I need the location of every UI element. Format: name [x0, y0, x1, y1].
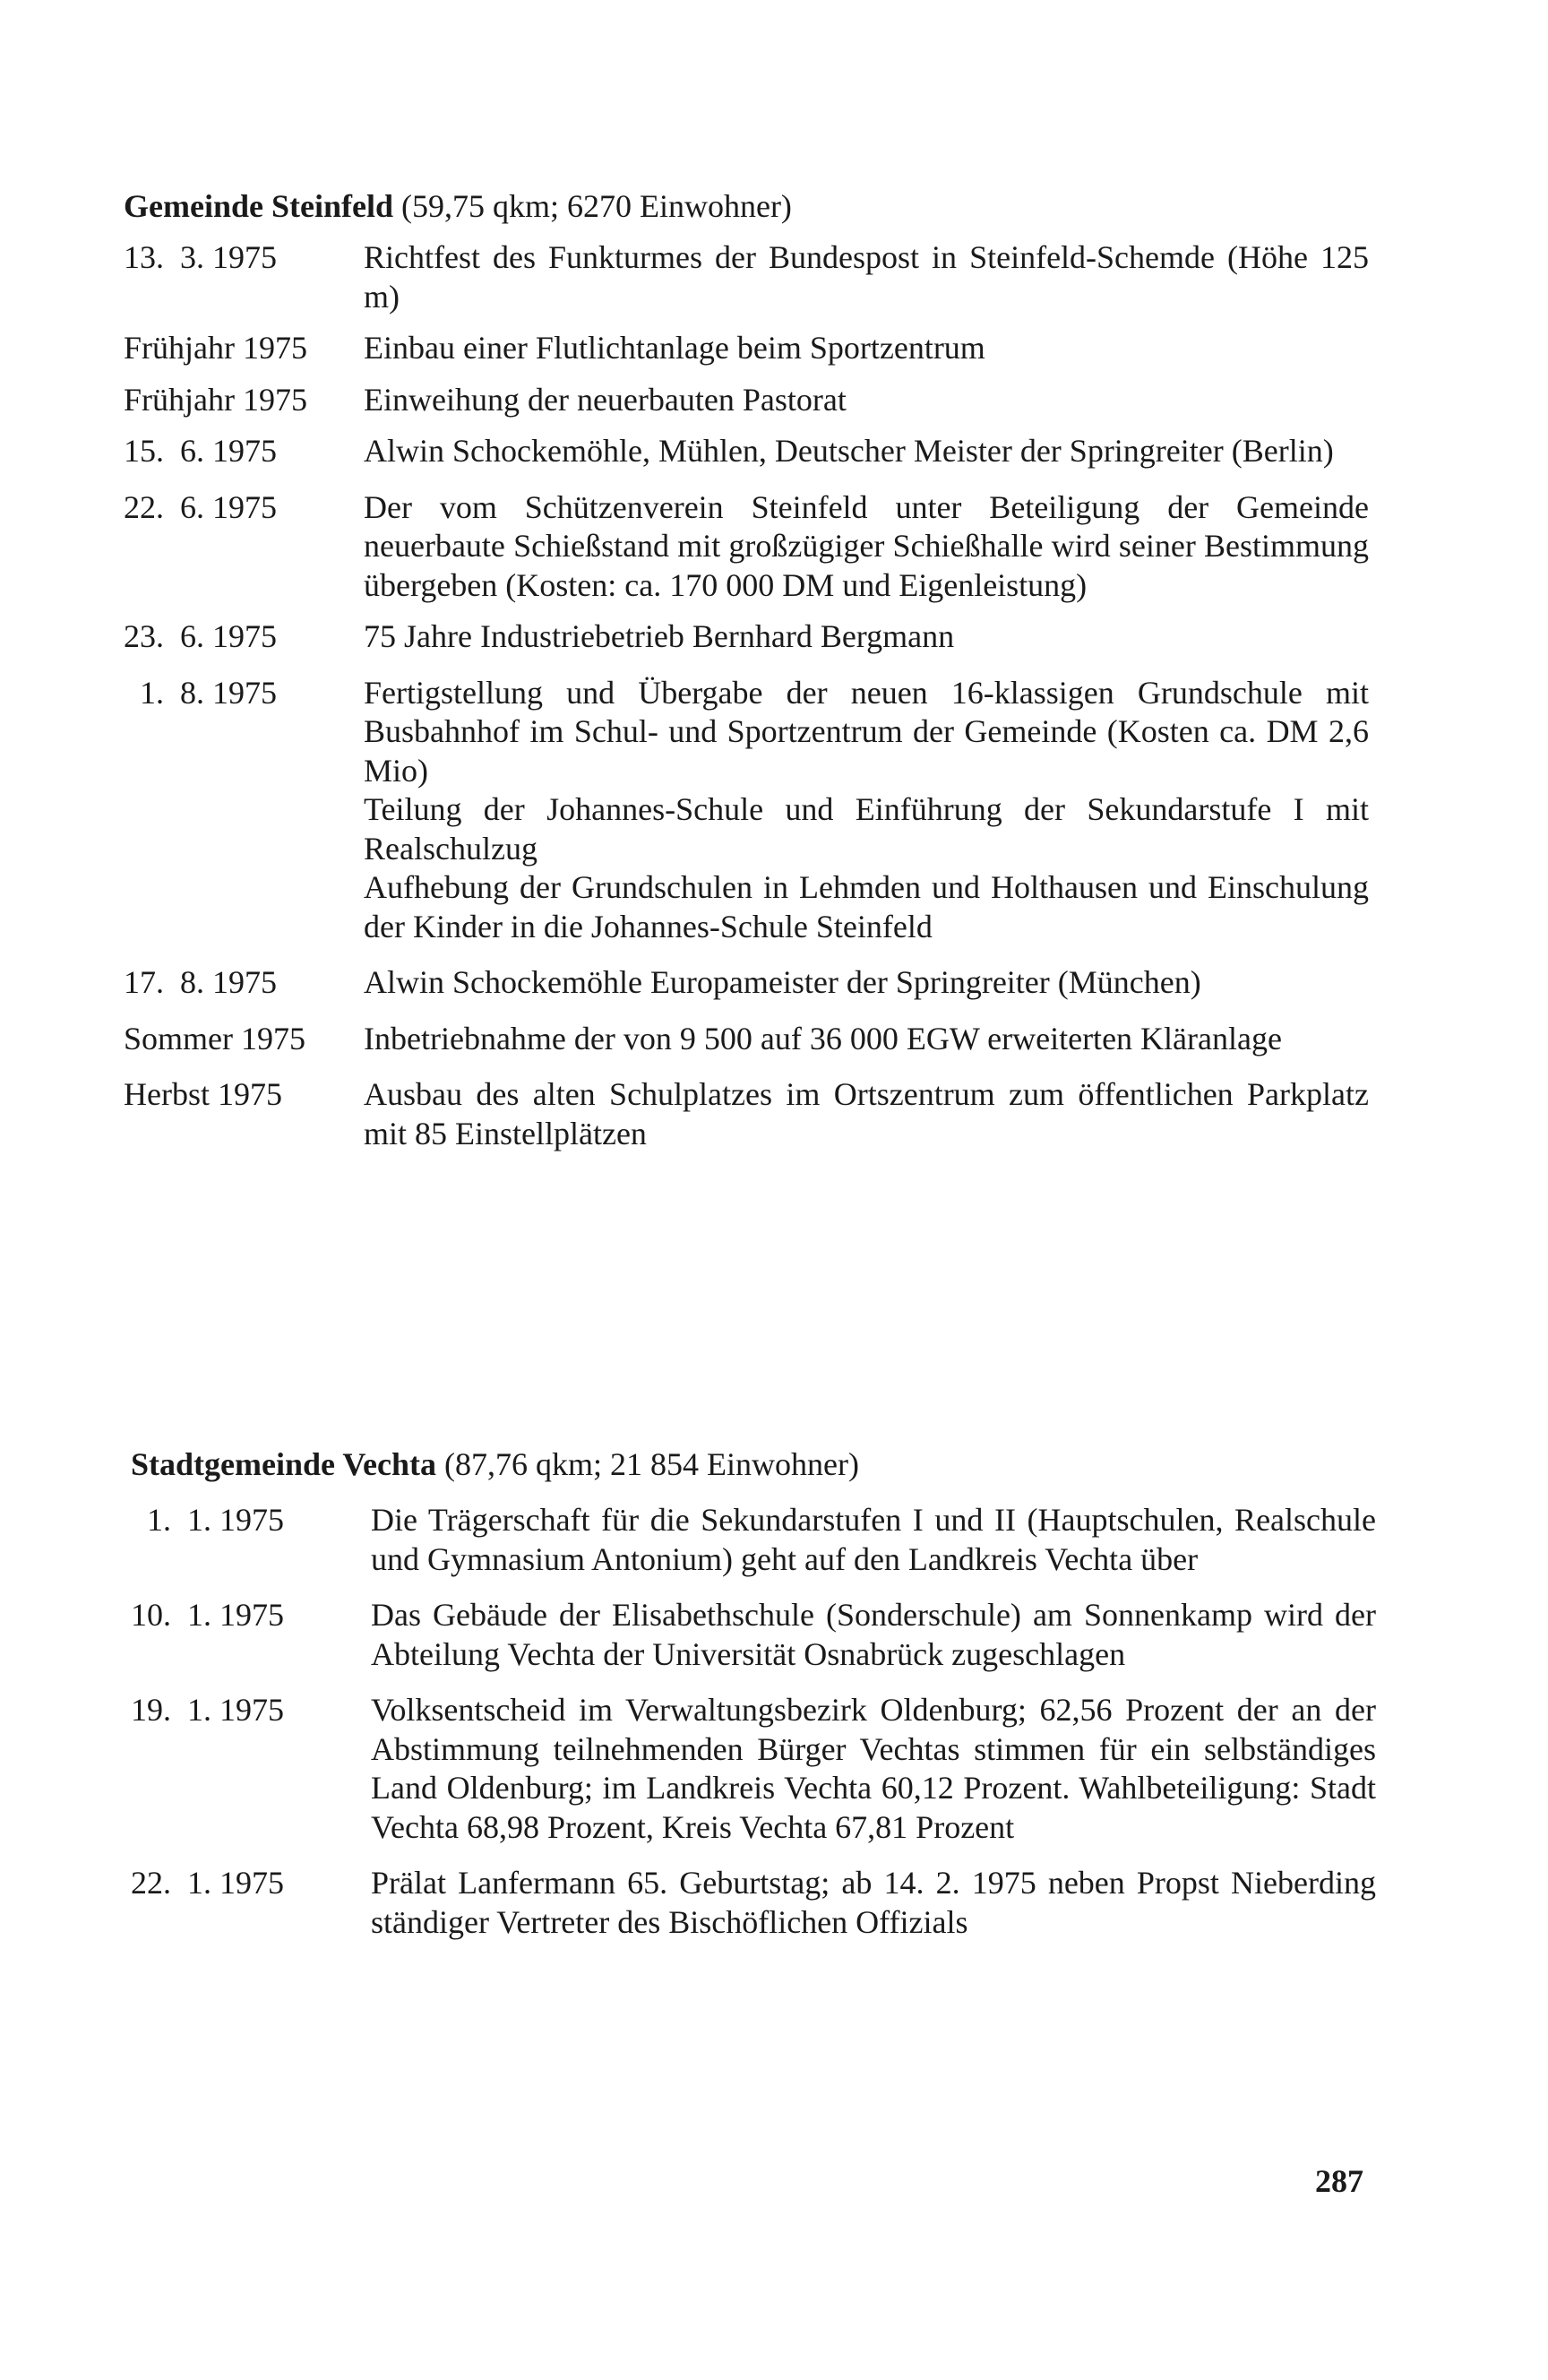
entry-date: 23. 6. 1975: [124, 618, 277, 654]
entry-paragraph: Inbetriebnahme der von 9 500 auf 36 000 EGW erweiterten Kläranlage: [364, 1020, 1282, 1056]
entry-date: 1. 1. 1975: [131, 1502, 284, 1538]
entry-text: [364, 674, 1369, 947]
entry-date: 17. 8. 1975: [124, 964, 277, 1000]
entry-text: [364, 381, 1369, 420]
entry-text: [371, 1501, 1376, 1579]
entry-text: [364, 617, 1369, 657]
entry-date: 22. 1. 1975: [131, 1865, 284, 1901]
entry-text: [371, 1691, 1376, 1847]
list-item: [131, 1501, 1376, 1579]
entry-date: 19. 1. 1975: [131, 1692, 284, 1728]
list-item: [124, 617, 1369, 657]
entry-paragraph: Das Gebäude der Elisabethschule (Sonderschule) am Sonnenkamp wird der Abteilung Vechta der Universität Osnabrück zugeschlagen: [371, 1597, 1376, 1672]
entry-paragraph: Teilung der Johannes-Schule und Einführung der Sekundarstufe I mit Realschulzug: [364, 791, 1369, 867]
entry-paragraph: Volksentscheid im Verwaltungsbezirk Oldenburg; 62,56 Prozent der an der Abstimmung teilnehmenden Bürger Vechtas stimmen für ein selbständiges Land Oldenburg; im Landkreis Vechta 60,12 Prozent. Wahlbeteiligung: Stadt Vechta 68,98 Prozent, Kreis Vechta 67,81 Prozent: [371, 1692, 1376, 1845]
entry-paragraph: Richtfest des Funkturmes der Bundespost in Steinfeld-Schemde (Höhe 125 m): [364, 239, 1369, 315]
list-item: [131, 1691, 1376, 1847]
list-item: [131, 1596, 1376, 1674]
entry-date: 10. 1. 1975: [131, 1597, 284, 1633]
entry-paragraph: Aufhebung der Grundschulen in Lehmden und Holthausen und Einschulung der Kinder in die Johannes-Schule Steinfeld: [364, 869, 1369, 944]
entry-paragraph: Einbau einer Flutlichtanlage beim Sportzentrum: [364, 330, 985, 366]
list-item: [124, 1075, 1369, 1153]
entry-text: [364, 329, 1369, 368]
section-title: Stadtgemeinde Vechta: [131, 1446, 436, 1482]
entry-date: Frühjahr 1975: [124, 381, 307, 418]
list-item: [124, 329, 1369, 368]
entry-list: [131, 1501, 1376, 1942]
entry-text: [364, 432, 1369, 471]
entry-date: Herbst 1975: [124, 1076, 282, 1112]
list-item: [124, 238, 1369, 316]
entry-text: [364, 238, 1369, 316]
section-subtitle: (59,75 qkm; 6270 Einwohner): [400, 188, 792, 224]
entry-date: 22. 6. 1975: [124, 488, 277, 525]
section-heading: [124, 186, 1369, 226]
section-subtitle: (87,76 qkm; 21 854 Einwohner): [444, 1446, 859, 1482]
entry-date: 15. 6. 1975: [124, 433, 277, 469]
section-vechta: [131, 1444, 1376, 1942]
entry-date: 1. 8. 1975: [124, 674, 277, 711]
list-item: [124, 963, 1369, 1003]
entry-text: [364, 1075, 1369, 1153]
entry-text: [371, 1596, 1376, 1674]
entry-text: [371, 1864, 1376, 1942]
entry-paragraph: Alwin Schockemöhle, Mühlen, Deutscher Meister der Springreiter (Berlin): [364, 433, 1334, 469]
entry-date: 13. 3. 1975: [124, 239, 277, 275]
entry-paragraph: Einweihung der neuerbauten Pastorat: [364, 381, 847, 418]
section-heading: [131, 1444, 1376, 1484]
entry-paragraph: Fertigstellung und Übergabe der neuen 16-klassigen Grundschule mit Busbahnhof im Schul- und Sportzentrum der Gemeinde (Kosten ca. DM 2,6 Mio): [364, 674, 1369, 789]
entry-paragraph: Prälat Lanfermann 65. Geburtstag; ab 14. 2. 1975 neben Propst Nieberding ständiger Vertreter des Bischöflichen Offizials: [371, 1865, 1376, 1940]
entry-paragraph: Der vom Schützenverein Steinfeld unter Beteiligung der Gemeinde neuerbaute Schießstand mit großzügiger Schießhalle wird seiner Bestimmung übergeben (Kosten: ca. 170 000 DM und Eigenleistung): [364, 488, 1369, 603]
entry-paragraph: Die Trägerschaft für die Sekundarstufen I und II (Hauptschulen, Realschule und Gymnasium Antonium) geht auf den Landkreis Vechta über: [371, 1502, 1376, 1577]
entry-text: [364, 1020, 1369, 1059]
page-number: 287: [1315, 2163, 1363, 2199]
entry-paragraph: Ausbau des alten Schulplatzes im Ortszentrum zum öffentlichen Parkplatz mit 85 Einstellplätzen: [364, 1076, 1369, 1151]
entry-date: Frühjahr 1975: [124, 330, 307, 366]
list-item: [124, 381, 1369, 420]
section-title: Gemeinde Steinfeld: [124, 188, 393, 224]
list-item: [131, 1864, 1376, 1942]
entry-paragraph: 75 Jahre Industriebetrieb Bernhard Bergmann: [364, 618, 955, 654]
list-item: [124, 1020, 1369, 1059]
section-steinfeld: [124, 186, 1369, 1153]
entry-list: [124, 238, 1369, 1153]
entry-text: [364, 963, 1369, 1003]
list-item: [124, 488, 1369, 606]
list-item: [124, 432, 1369, 471]
entry-text: [364, 488, 1369, 606]
entry-paragraph: Alwin Schockemöhle Europameister der Springreiter (München): [364, 964, 1201, 1000]
list-item: [124, 674, 1369, 947]
entry-date: Sommer 1975: [124, 1020, 305, 1056]
